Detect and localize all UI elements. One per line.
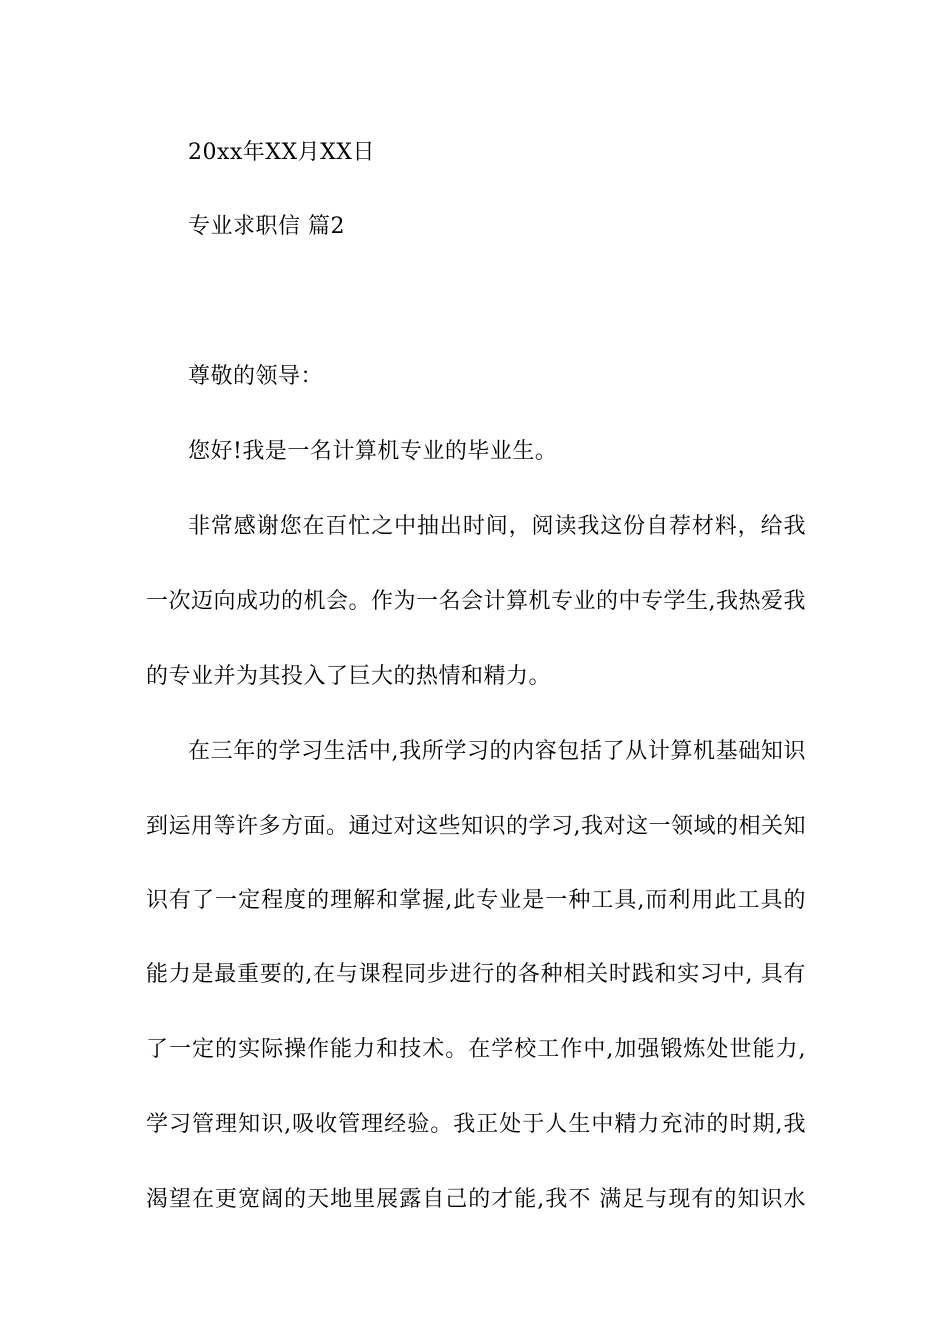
paragraph-line: 能力是最重要的,在与课程同步进行的各种相关时践和实习中, 具有	[146, 962, 806, 987]
paragraph-line: 了一定的实际操作能力和技术。在学校工作中,加强锻炼处世能力,	[146, 1037, 806, 1062]
paragraph-line: 学习管理知识,吸收管理经验。我正处于人生中精力充沛的时期,我	[146, 1112, 806, 1137]
date-line: 20xx年XX月XX日	[188, 140, 375, 165]
greeting-line: 您好!我是一名计算机专业的毕业生。	[188, 439, 558, 464]
paragraph-line: 非常感谢您在百忙之中抽出时间，阅读我这份自荐材料，给我	[188, 514, 806, 539]
paragraph-line: 一次迈向成功的机会。作为一名会计算机专业的中专学生,我热爱我	[146, 589, 806, 614]
paragraph-line: 在三年的学习生活中,我所学习的内容包括了从计算机基础知识	[188, 739, 806, 764]
paragraph-line: 的专业并为其投入了巨大的热情和精力。	[146, 664, 552, 689]
paragraph-line: 渴望在更宽阔的天地里展露自己的才能,我不 满足与现有的知识水	[146, 1187, 806, 1212]
paragraph-line: 到运用等许多方面。通过对这些知识的学习,我对这一领域的相关知	[146, 814, 806, 839]
section-title: 专业求职信 篇2	[188, 214, 345, 239]
paragraph-line: 识有了一定程度的理解和掌握,此专业是一种工具,而利用此工具的	[146, 888, 806, 913]
salutation: 尊敬的领导：	[188, 364, 324, 389]
